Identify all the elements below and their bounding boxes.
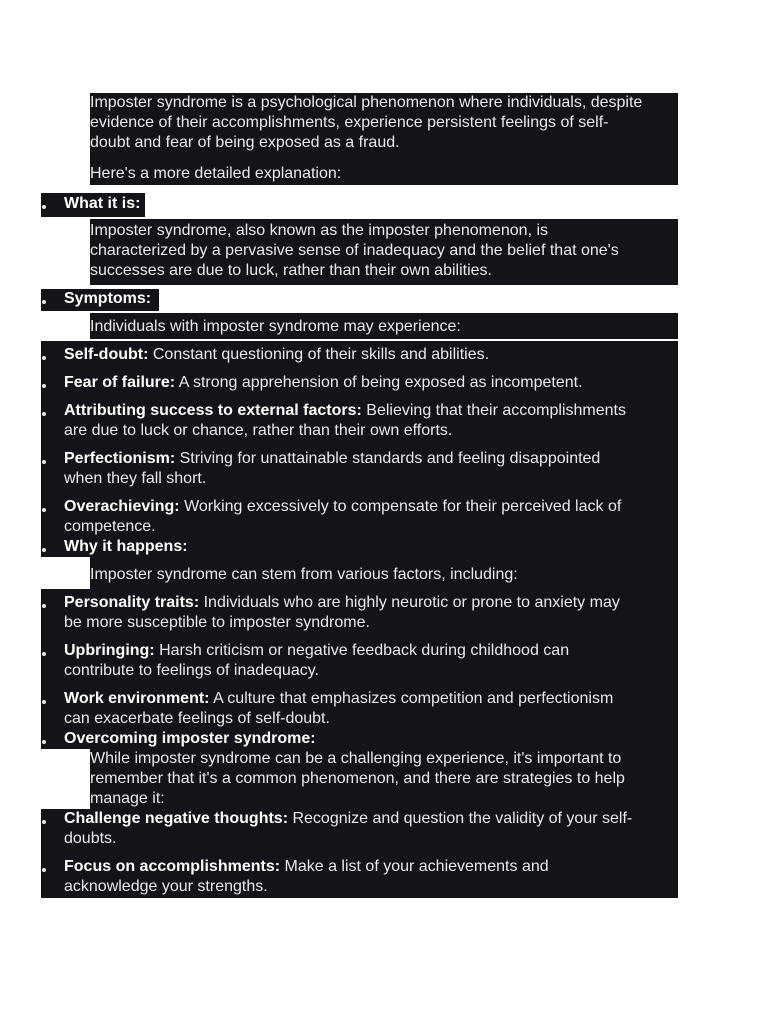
paragraph-line: While imposter syndrome can be a challenging experience, it's important to — [90, 750, 622, 767]
list-item: Work environment: A culture that emphasizes competition and perfectionism — [64, 690, 614, 707]
bullet-icon — [42, 205, 46, 209]
intro-line: evidence of their accomplishments, experience persistent feelings of self- — [90, 114, 609, 131]
bullet-icon — [42, 868, 46, 872]
bullet-icon — [42, 508, 46, 512]
list-item: Personality traits: Individuals who are highly neurotic or prone to anxiety may — [64, 594, 620, 611]
section-heading-symptoms: Symptoms: — [64, 290, 152, 307]
bullet-icon — [42, 652, 46, 656]
paragraph-line: remember that it's a common phenomenon, and there are strategies to help — [90, 770, 625, 787]
explanation-intro: Here's a more detailed explanation: — [90, 165, 342, 182]
section-heading-overcoming: Overcoming imposter syndrome: — [64, 730, 316, 747]
list-item: Focus on accomplishments: Make a list of your achievements and — [64, 858, 549, 875]
bullet-icon — [42, 604, 46, 608]
bullet-icon — [42, 460, 46, 464]
paragraph-line: Imposter syndrome, also known as the imposter phenomenon, is — [90, 222, 549, 239]
bullet-icon — [42, 384, 46, 388]
intro-line: Imposter syndrome is a psychological phenomenon where individuals, despite — [90, 94, 643, 111]
bullet-icon — [42, 412, 46, 416]
list-item-continuation: contribute to feelings of inadequacy. — [64, 662, 319, 679]
bullet-icon — [42, 300, 46, 304]
list-item-continuation: can exacerbate feelings of self-doubt. — [64, 710, 330, 727]
bullet-icon — [42, 548, 46, 552]
list-item: Self-doubt: Constant questioning of their skills and abilities. — [64, 346, 490, 363]
list-item: Upbringing: Harsh criticism or negative feedback during childhood can — [64, 642, 570, 659]
bullet-icon — [42, 356, 46, 360]
list-item-continuation: doubts. — [64, 830, 117, 847]
list-item: Perfectionism: Striving for unattainable standards and feeling disappointed — [64, 450, 601, 467]
list-item-continuation: be more susceptible to imposter syndrome. — [64, 614, 370, 631]
bullet-icon — [42, 740, 46, 744]
list-item: Challenge negative thoughts: Recognize and question the validity of your self- — [64, 810, 633, 827]
section-heading-what: What it is: — [64, 195, 141, 212]
paragraph-line: manage it: — [90, 790, 165, 807]
paragraph-line: successes are due to luck, rather than their own abilities. — [90, 262, 492, 279]
list-item-continuation: are due to luck or chance, rather than their own efforts. — [64, 422, 453, 439]
list-item-continuation: acknowledge your strengths. — [64, 878, 268, 895]
list-item: Fear of failure: A strong apprehension of being exposed as incompetent. — [64, 374, 583, 391]
paragraph-line: characterized by a pervasive sense of inadequacy and the belief that one's — [90, 242, 619, 259]
intro-line: doubt and fear of being exposed as a fraud. — [90, 134, 400, 151]
list-item-continuation: when they fall short. — [64, 470, 207, 487]
why-intro: Imposter syndrome can stem from various factors, including: — [90, 566, 518, 583]
list-item-continuation: competence. — [64, 518, 156, 535]
section-heading-why: Why it happens: — [64, 538, 188, 555]
bullet-icon — [42, 700, 46, 704]
bullet-icon — [42, 820, 46, 824]
list-item: Overachieving: Working excessively to compensate for their perceived lack of — [64, 498, 622, 515]
list-item: Attributing success to external factors: Believing that their accomplishments — [64, 402, 626, 419]
symptoms-intro: Individuals with imposter syndrome may experience: — [90, 318, 461, 335]
